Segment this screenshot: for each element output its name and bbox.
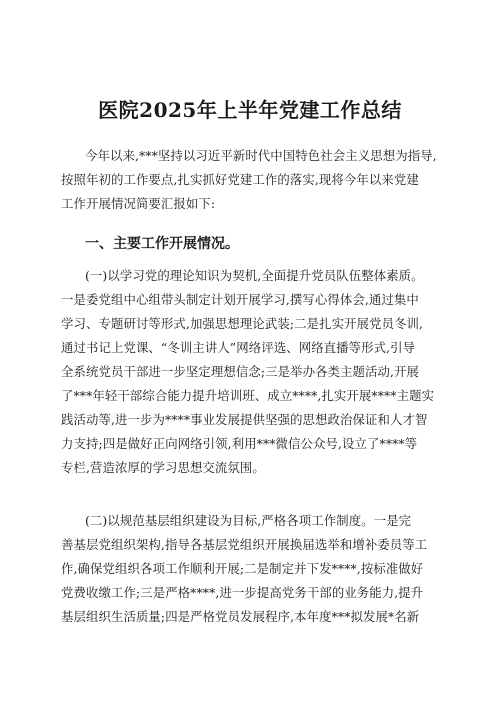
text-line: 作,确保党组织各项工作顺利开展;二是制定并下发****,按标准做好 [61,561,424,576]
text-line: 了***年轻干部综合能力提升培训班、成立****,扎实开展****主题实 [61,388,435,403]
text-line: 一是委党组中心组带头制定计划开展学习,撰写心得体会,通过集中 [61,292,419,307]
text-line: 党费收缴工作;三是严格****,进一步提高党务干部的业务能力,提升 [61,585,424,600]
text-line: 工作开展情况简要汇报如下: [61,196,216,211]
text-line: 力支持;四是做好正向网络引领,利用***微信公众号,设立了****等 [61,436,418,451]
text-line: (二)以规范基层组织建设为目标,严格各项工作制度。一是完 [85,513,412,528]
document-title: 医院2025年上半年党建工作总结 [98,98,402,122]
text-line: (一)以学习党的理论知识为契机,全面提升党员队伍整体素质。 [85,268,424,283]
paragraph-2 [61,509,449,629]
paragraph-1 [61,264,449,480]
section-heading: 一、主要工作开展情况。 [85,236,239,252]
text-line: 通过书记上党课、“冬训主讲人”网络评选、网络直播等形式,引导 [61,340,416,355]
text-line: 学习、专题研讨等形式,加强思想理论武装;二是扎实开展党员冬训, [61,316,424,331]
text-line: 践活动等,进一步为****事业发展提供坚强的思想政治保证和人才智 [61,412,428,427]
text-line: 全系统党员干部进一步坚定理想信念;三是举办各类主题活动,开展 [61,364,420,379]
intro-paragraph [61,144,449,216]
text-line: 专栏,营造浓厚的学习思想交流氛围。 [61,460,265,475]
text-line: 基层组织生活质量;四是严格党员发展程序,本年度***拟发展*名新 [61,609,420,624]
text-line: 善基层党组织架构,指导各基层党组织开展换届选举和增补委员等工 [61,537,428,552]
text-line: 按照年初的工作要点,扎实抓好党建工作的落实,现将今年以来党建 [61,172,419,187]
text-line: 今年以来,***坚持以习近平新时代中国特色社会主义思想为指导, [85,148,437,163]
